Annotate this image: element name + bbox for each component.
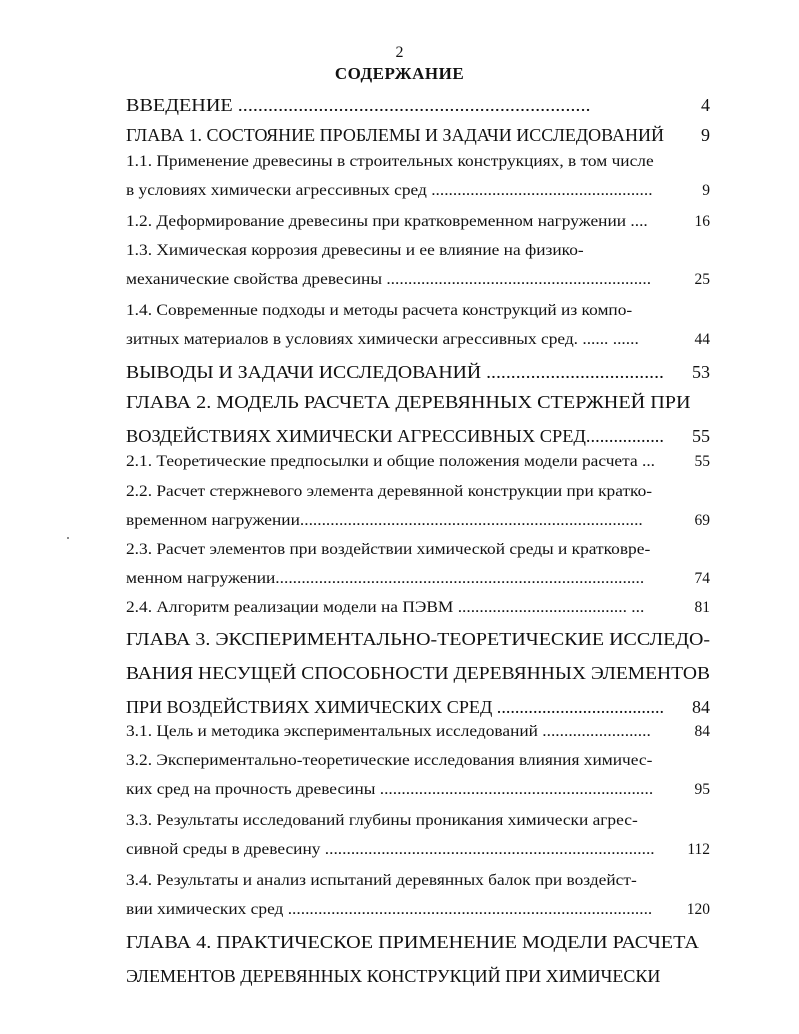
toc-page-number: 55 [694, 453, 710, 470]
toc-entry-text: 2.4. Алгоритм реализации модели на ПЭВМ ....................................... ... [126, 599, 645, 616]
toc-entry-text: ГЛАВА 1. СОСТОЯНИЕ ПРОБЛЕМЫ И ЗАДАЧИ ИССЛЕДОВАНИЙ [126, 125, 664, 145]
toc-entry-text: 1.1. Применение древесины в строительных конструкциях, в том числе [126, 153, 654, 170]
toc-page-number: 9 [701, 125, 710, 145]
toc-entry-text: 3.3. Результаты исследований глубины проникания химически агрес- [126, 812, 638, 829]
toc-entry-line [126, 176, 710, 205]
toc-page-number: 16 [694, 213, 710, 230]
toc-entry-text: 1.2. Деформирование древесины при кратковременном нагружении .... [126, 213, 648, 230]
stray-mark [67, 537, 69, 539]
toc-entry[interactable] [126, 88, 710, 122]
toc-entry-line [126, 265, 710, 294]
toc-entry-text: ГЛАВА 3. ЭКСПЕРИМЕНТАЛЬНО-ТЕОРЕТИЧЕСКИЕ ИССЛЕДО- [126, 629, 710, 649]
toc-entry-text: ГЛАВА 2. МОДЕЛЬ РАСЧЕТА ДЕРЕВЯННЫХ СТЕРЖНЕЙ ПРИ [126, 392, 691, 412]
toc-entry-line [126, 925, 710, 959]
toc-entry-text: ких сред на прочность древесины ............................................................... [126, 781, 654, 798]
toc-entry-text: ЭЛЕМЕНТОВ ДЕРЕВЯННЫХ КОНСТРУКЦИЙ ПРИ ХИМИЧЕСКИ [126, 966, 661, 986]
toc-entry[interactable] [126, 385, 710, 453]
toc-page-number: 55 [692, 426, 710, 446]
toc-entry-line [126, 88, 710, 122]
toc-entry[interactable] [126, 355, 710, 389]
toc-entry[interactable] [126, 925, 710, 993]
toc-entry[interactable] [126, 477, 710, 535]
toc-entry-line [126, 506, 710, 535]
toc-entry-line [126, 147, 710, 176]
toc-entry-line [126, 447, 710, 476]
toc-entry-text: 2.3. Расчет элементов при воздействии химической среды и кратковре- [126, 541, 651, 558]
toc-entry-text: ГЛАВА 4. ПРАКТИЧЕСКОЕ ПРИМЕНЕНИЕ МОДЕЛИ РАСЧЕТА [126, 932, 699, 952]
toc-entry-line [126, 866, 710, 895]
toc-entry-text: менном нагружении..................................................................................... [126, 570, 645, 587]
toc-page-number: 81 [694, 599, 710, 616]
toc-entry-text: 2.2. Расчет стержневого элемента деревянной конструкции при кратко- [126, 483, 653, 500]
toc-page-number: 4 [701, 95, 710, 115]
toc-entry[interactable] [126, 866, 710, 924]
toc-entry-text: 2.1. Теоретические предпосылки и общие положения модели расчета ... [126, 453, 656, 470]
toc-entry-text: временном нагружении............................................................................... [126, 512, 643, 529]
toc-entry-line [126, 236, 710, 265]
toc-entry-text: ВЫВОДЫ И ЗАДАЧИ ИССЛЕДОВАНИЙ .................................... [126, 362, 664, 382]
toc-page-number: 53 [692, 362, 710, 382]
toc-entry-line [126, 207, 710, 236]
toc-entry[interactable] [126, 236, 710, 294]
toc-entry-line [126, 296, 710, 325]
toc-entry-text: 3.1. Цель и методика экспериментальных исследований ......................... [126, 723, 651, 740]
toc-page-number: 120 [686, 901, 710, 918]
toc-entry-line [126, 775, 710, 804]
toc-entry-line [126, 895, 710, 924]
toc-entry-line [126, 959, 710, 993]
toc-entry[interactable] [126, 717, 710, 746]
toc-entry-line [126, 477, 710, 506]
toc-entry-line [126, 717, 710, 746]
toc-entry-line [126, 535, 710, 564]
toc-entry[interactable] [126, 535, 710, 593]
toc-entry-text: ВОЗДЕЙСТВИЯХ ХИМИЧЕСКИ АГРЕССИВНЫХ СРЕД................. [126, 426, 664, 446]
toc-entry[interactable] [126, 447, 710, 476]
toc-entry-text: сивной среды в древесину ............................................................................ [126, 841, 655, 858]
toc-entry-text: в условиях химически агрессивных сред ................................................... [126, 182, 653, 199]
toc-entry-line [126, 746, 710, 775]
toc-entry[interactable] [126, 746, 710, 804]
toc-entry-text: 1.3. Химическая коррозия древесины и ее влияние на физико- [126, 242, 584, 259]
toc-entry[interactable] [126, 296, 710, 354]
toc-entry-text: 3.2. Экспериментально-теоретические исследования влияния химичес- [126, 752, 653, 769]
toc-entry[interactable] [126, 207, 710, 236]
toc-entry-line [126, 325, 710, 354]
toc-entry-text: ВАНИЯ НЕСУЩЕЙ СПОСОБНОСТИ ДЕРЕВЯННЫХ ЭЛЕМЕНТОВ [126, 663, 710, 683]
toc-entry-line [126, 564, 710, 593]
toc-page-number: 95 [694, 781, 710, 798]
toc-entry-text: зитных материалов в условиях химически агрессивных сред. ...... ...... [126, 331, 639, 348]
toc-entry-text: механические свойства древесины ............................................................. [126, 271, 652, 288]
toc-page-number: 112 [687, 841, 710, 858]
toc-entry-text: вии химических сред .................................................................................... [126, 901, 653, 918]
toc-page-number: 84 [692, 697, 710, 717]
toc-entry-line [126, 355, 710, 389]
toc-entry-line [126, 806, 710, 835]
toc-page-number: 74 [694, 570, 710, 587]
toc-page-number: 25 [694, 271, 710, 288]
toc-title: СОДЕРЖАНИЕ [334, 64, 465, 83]
toc-entry[interactable] [126, 147, 710, 205]
toc-page-number: 9 [702, 182, 710, 199]
toc-entry-line [126, 593, 710, 622]
toc-entry[interactable] [126, 593, 710, 622]
toc-page-number: 69 [694, 512, 710, 529]
toc-entry-line [126, 656, 710, 690]
toc-page-number: 84 [694, 723, 710, 740]
toc-entry[interactable] [126, 806, 710, 864]
toc-entry-text: ВВЕДЕНИЕ ...................................................................... [126, 95, 591, 115]
toc-entry-line [126, 835, 710, 864]
toc-entry-text: 3.4. Результаты и анализ испытаний деревянных балок при воздейст- [126, 872, 637, 889]
toc-page-number: 44 [694, 331, 710, 348]
toc-entry-line [126, 622, 710, 656]
page-number: 2 [395, 44, 404, 61]
toc-entry-line [126, 385, 710, 419]
toc-entry-text: 1.4. Современные подходы и методы расчета конструкций из компо- [126, 302, 633, 319]
toc-entry[interactable] [126, 622, 710, 724]
toc-entry-text: ПРИ ВОЗДЕЙСТВИЯХ ХИМИЧЕСКИХ СРЕД ..................................... [126, 697, 665, 717]
